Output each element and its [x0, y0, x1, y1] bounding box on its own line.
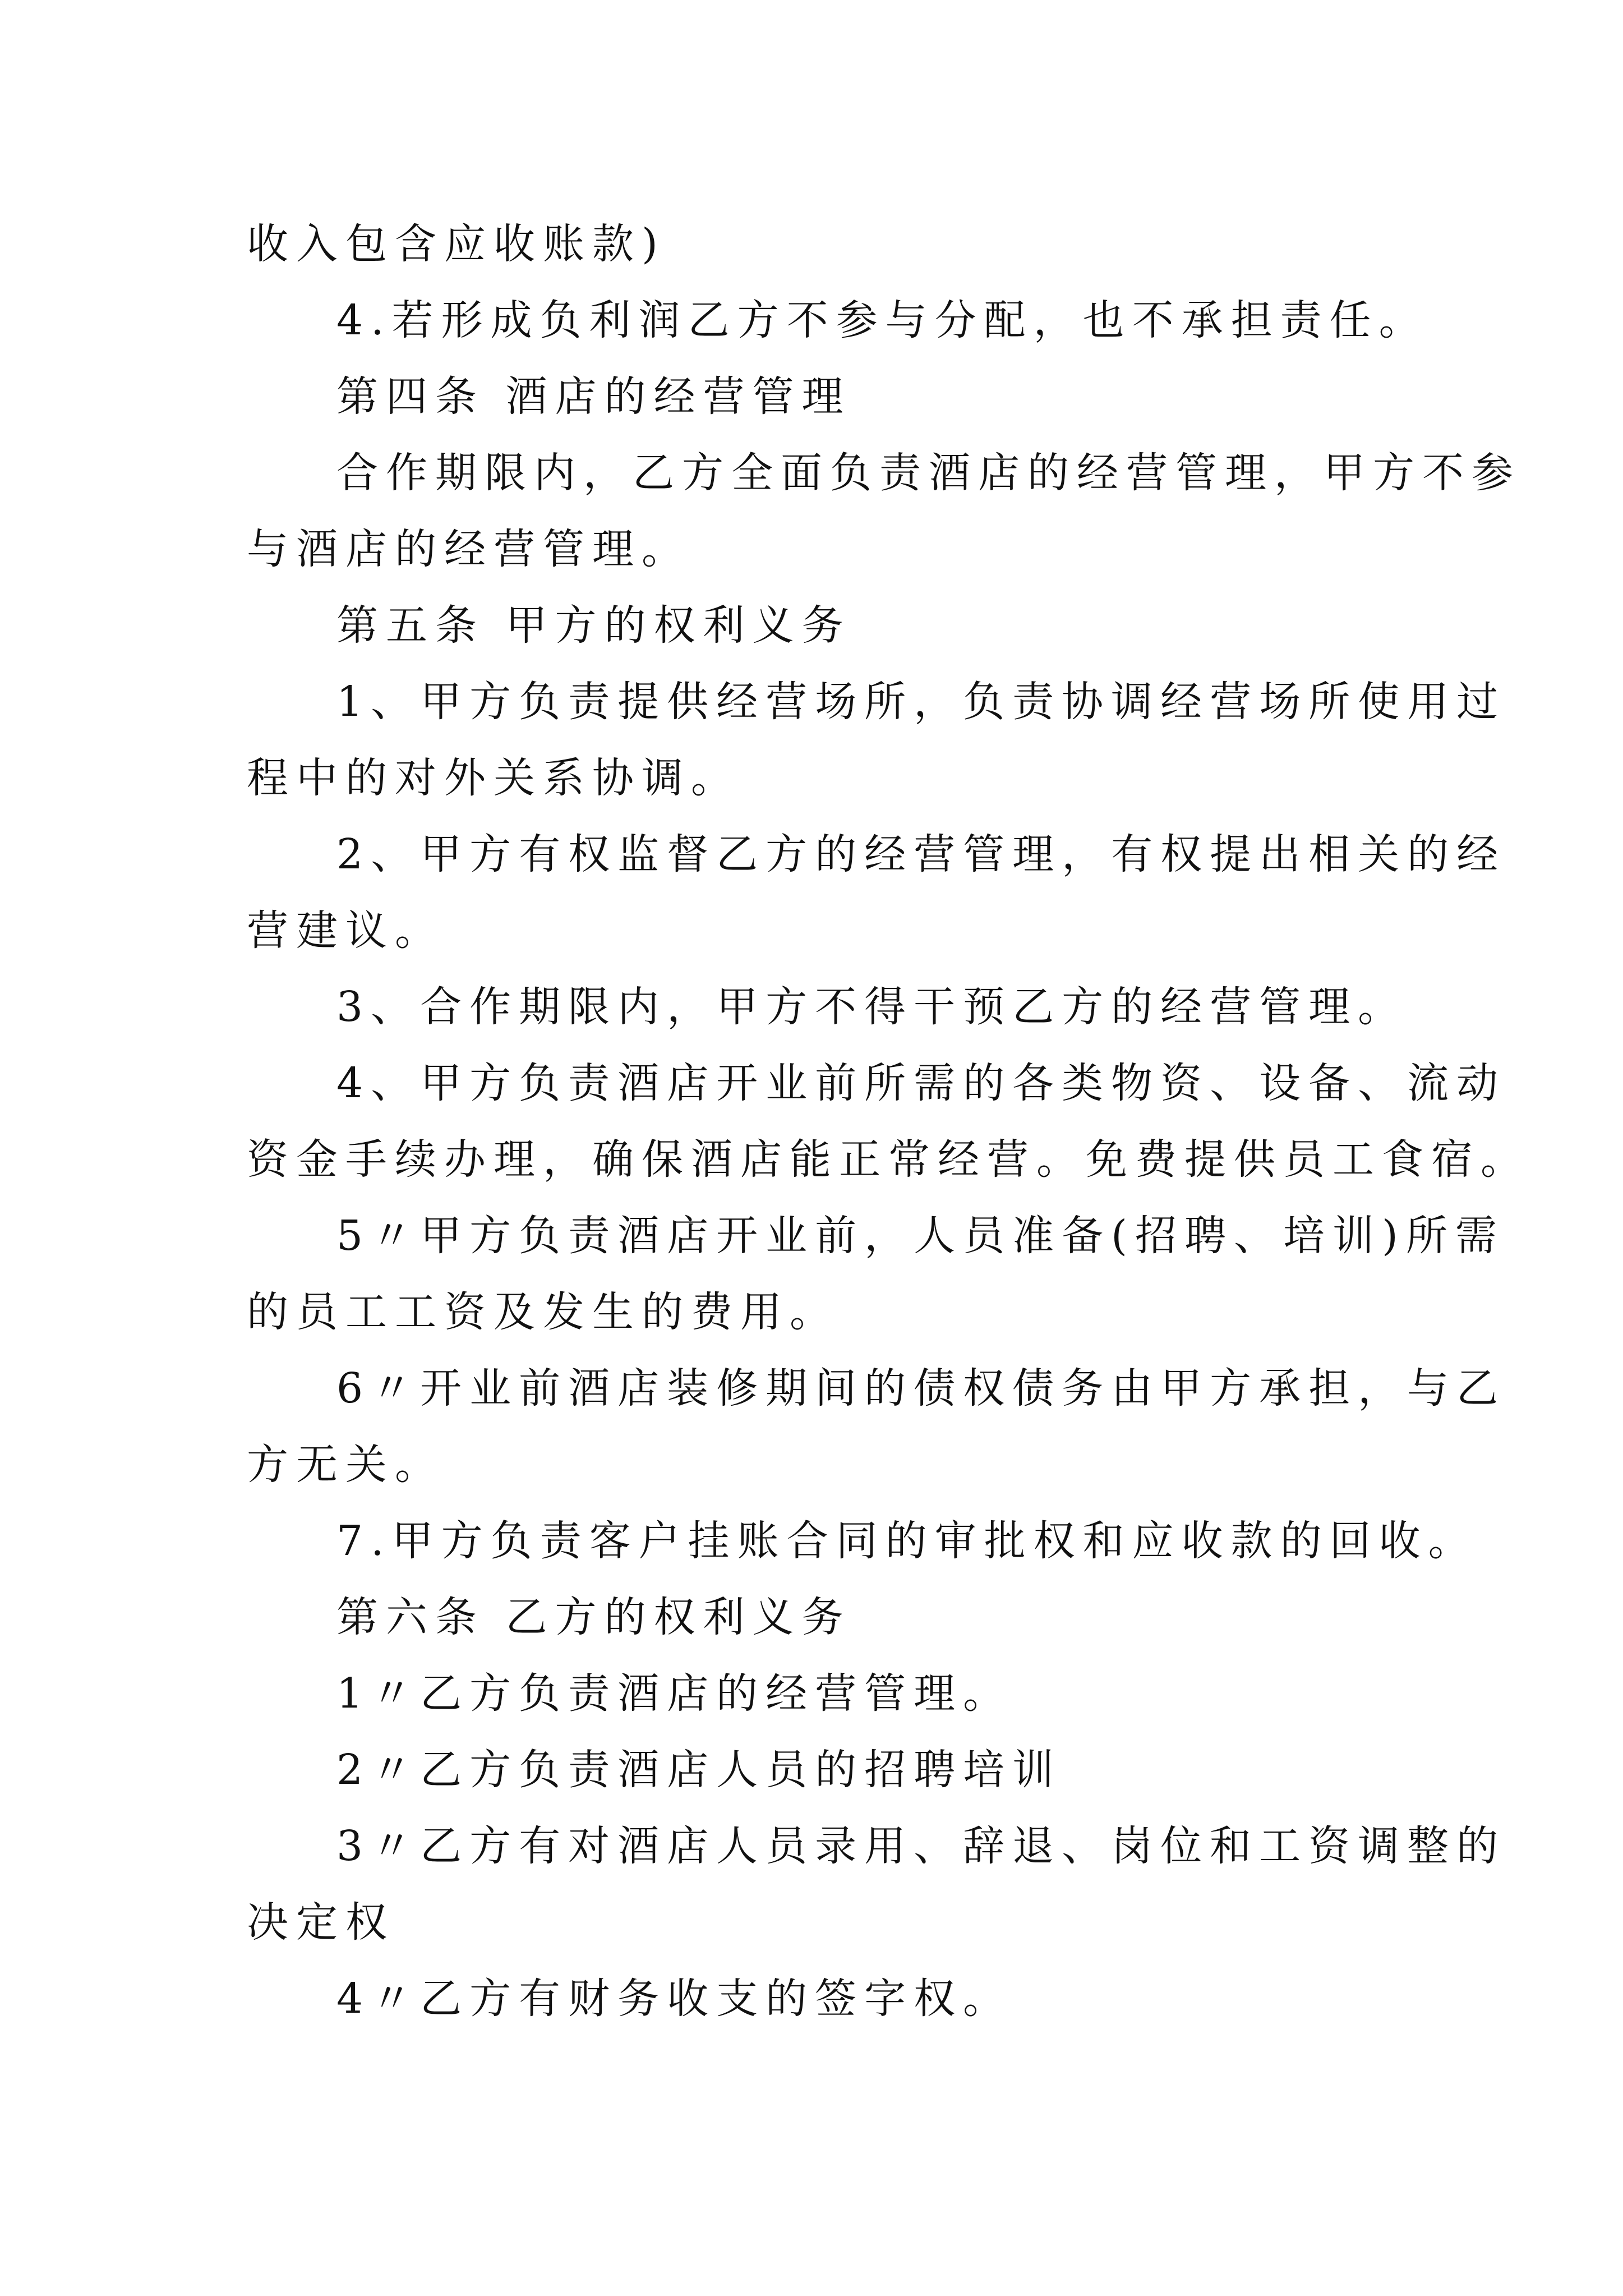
- section-heading: 第四条 酒店的经营管理: [336, 372, 851, 421]
- section-heading: 第五条 甲方的权利义务: [336, 601, 851, 650]
- paragraph-line: 的员工工资及发生的费用。: [247, 1288, 839, 1336]
- section-heading: 第六条 乙方的权利义务: [336, 1593, 851, 1641]
- paragraph-line: 方无关。: [247, 1441, 444, 1489]
- paragraph-line: 6〃开业前酒店装修期间的债权债务由甲方承担，与乙: [336, 1364, 1506, 1412]
- paragraph-line: 决定权: [247, 1898, 395, 1947]
- paragraph-line: 4.若形成负利润乙方不参与分配，也不承担责任。: [336, 296, 1428, 344]
- paragraph-line: 5〃甲方负责酒店开业前，人员准备(招聘、培训)所需: [336, 1212, 1505, 1260]
- paragraph-line: 与酒店的经营管理。: [247, 525, 691, 573]
- paragraph-line: 营建议。: [247, 907, 444, 955]
- paragraph-line: 收入包含应收账款): [247, 220, 666, 268]
- paragraph-line: 资金手续办理，确保酒店能正常经营。免费提供员工食宿。: [247, 1135, 1530, 1184]
- paragraph-line: 4〃乙方有财务收支的签字权。: [336, 1975, 1013, 2023]
- paragraph-line: 3〃乙方有对酒店人员录用、辞退、岗位和工资调整的: [336, 1822, 1506, 1870]
- paragraph-line: 4、甲方负责酒店开业前所需的各类物资、设备、流动: [336, 1059, 1506, 1107]
- paragraph-line: 程中的对外关系协调。: [247, 754, 740, 802]
- paragraph-line: 2、甲方有权监督乙方的经营管理，有权提出相关的经: [336, 830, 1506, 878]
- paragraph-line: 1〃乙方负责酒店的经营管理。: [336, 1669, 1013, 1718]
- paragraph-line: 合作期限内，乙方全面负责酒店的经营管理，甲方不参: [336, 449, 1521, 497]
- paragraph-line: 2〃乙方负责酒店人员的招聘培训: [336, 1746, 1062, 1794]
- paragraph-line: 7.甲方负责客户挂账合同的审批权和应收款的回收。: [336, 1517, 1478, 1565]
- paragraph-line: 1、甲方负责提供经营场所，负责协调经营场所使用过: [336, 678, 1506, 726]
- paragraph-line: 3、合作期限内，甲方不得干预乙方的经营管理。: [336, 983, 1408, 1031]
